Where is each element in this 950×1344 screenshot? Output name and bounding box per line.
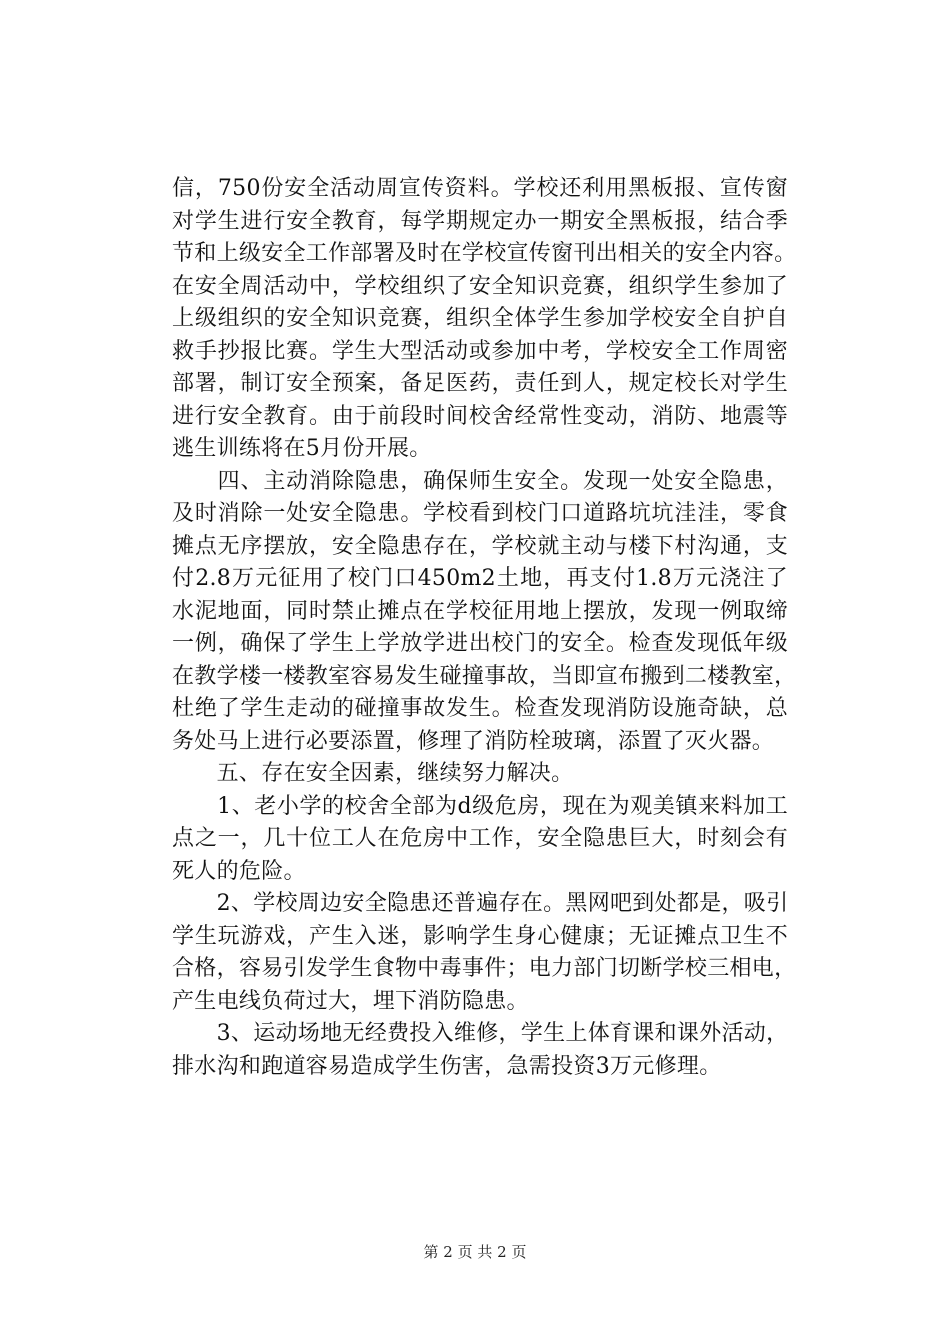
text-line: 一例，确保了学生上学放学进出校门的安全。检查发现低年级 (172, 631, 788, 656)
text-line: 进行安全教育。由于前段时间校舍经常性变动，消防、地震等 (172, 403, 788, 429)
text-line: 3、运动场地无经费投入维修，学生上体育课和课外活动， (172, 1021, 789, 1046)
text-line: 信，750份安全活动周宣传资料。学校还利用黑板报、宣传窗 (172, 176, 788, 201)
text-line: 上级组织的安全知识竞赛，组织全体学生参加学校安全自护自 (172, 306, 788, 331)
text-line: 产生电线负荷过大，埋下消防隐患。 (172, 988, 529, 1014)
text-line: 水泥地面，同时禁止摊点在学校征用地上摆放，发现一例取缔 (172, 598, 788, 624)
text-line: 及时消除一处安全隐患。学校看到校门口道路坑坑洼洼，零食 (172, 501, 788, 526)
text-line: 学生玩游戏，产生入迷，影响学生身心健康；无证摊点卫生不 (172, 923, 788, 949)
text-line: 逃生训练将在5月份开展。 (172, 436, 432, 461)
text-line: 在教学楼一楼教室容易发生碰撞事故，当即宣布搬到二楼教室， (172, 663, 797, 689)
page-footer: 第 2 页 共 2 页 (423, 1243, 527, 1261)
text-line: 点之一，几十位工人在危房中工作，安全隐患巨大，时刻会有 (172, 826, 788, 851)
text-line: 2、学校周边安全隐患还普遍存在。黑网吧到处都是，吸引 (172, 891, 789, 916)
text-line: 部署，制订安全预案，备足医药，责任到人，规定校长对学生 (172, 371, 788, 396)
text-line: 付2.8万元征用了校门口450m2土地，再支付1.8万元浇注了 (172, 566, 788, 591)
text-line: 对学生进行安全教育，每学期规定办一期安全黑板报，结合季 (172, 208, 788, 234)
text-line: 救手抄报比赛。学生大型活动或参加中考，学校安全工作周密 (172, 338, 788, 364)
text-line: 摊点无序摆放，安全隐患存在，学校就主动与楼下村沟通，支 (172, 533, 788, 559)
text-line: 务处马上进行必要添置，修理了消防栓玻璃，添置了灭火器。 (172, 728, 775, 754)
text-line: 四、主动消除隐患，确保师生安全。发现一处安全隐患， (172, 468, 788, 494)
text-line: 杜绝了学生走动的碰撞事故发生。检查发现消防设施奇缺，总 (172, 696, 788, 721)
text-line: 在安全周活动中，学校组织了安全知识竞赛，组织学生参加了 (172, 273, 788, 299)
text-line: 合格，容易引发学生食物中毒事件；电力部门切断学校三相电， (172, 956, 797, 981)
text-line: 节和上级安全工作部署及时在学校宣传窗刊出相关的安全内容。 (172, 241, 797, 266)
text-line: 排水沟和跑道容易造成学生伤害，急需投资3万元修理。 (172, 1053, 722, 1079)
text-line: 1、老小学的校舍全部为d级危房，现在为观美镇来料加工 (172, 793, 788, 819)
text-line: 五、存在安全因素，继续努力解决。 (172, 761, 574, 786)
text-line: 死人的危险。 (172, 858, 306, 884)
document-body (172, 173, 797, 1083)
